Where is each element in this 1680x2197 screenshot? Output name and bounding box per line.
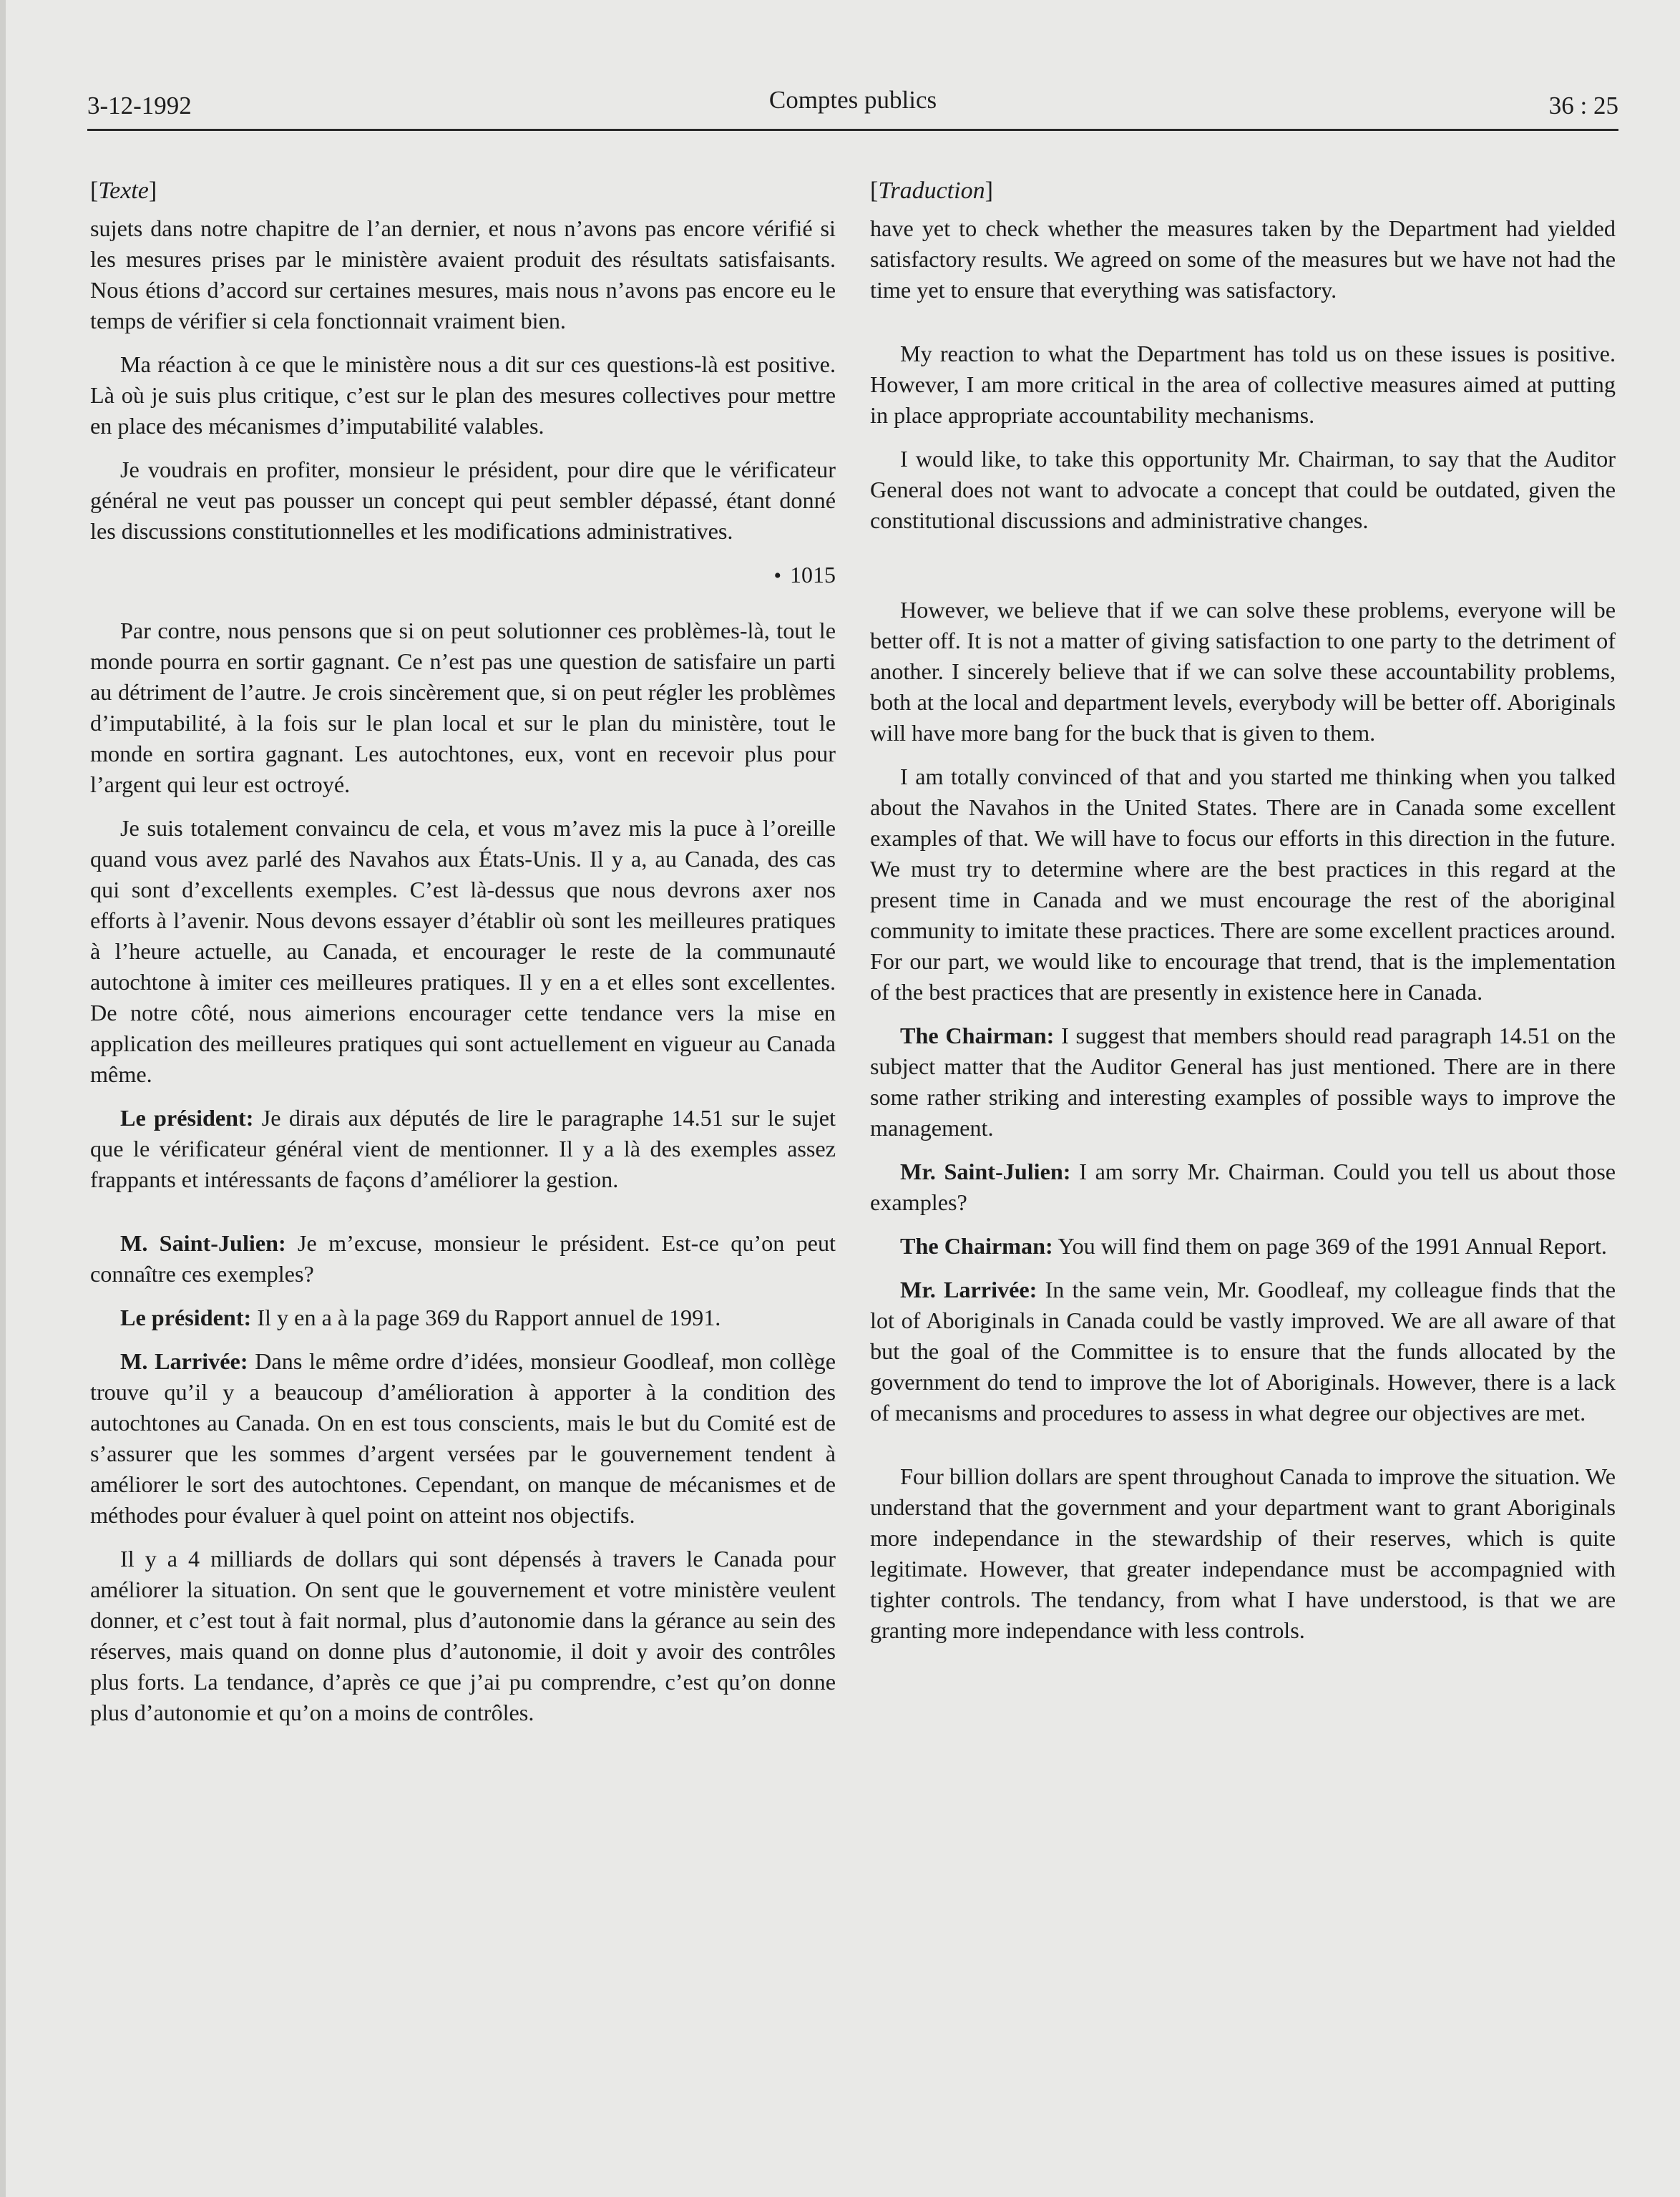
speaker-paragraph: The Chairman: I suggest that members should read paragraph 14.51 on the subject matter that the Auditor General has just mentioned. There are in there some rather striking and interesting examples of possible ways to improve the management.	[870, 1023, 1616, 1141]
speaker-name: Mr. Larrivée:	[900, 1277, 1037, 1302]
translation-tag: [Traduction]	[870, 177, 993, 204]
bullet-icon: •	[773, 564, 781, 588]
paragraph: Ma réaction à ce que le ministère nous a dit sur ces questions-là est positive. Là où je suis plus critique, c’est sur le plan des mesures collectives pour mettre en place des mécanismes d’imputabilité valables.	[90, 351, 836, 439]
speaker-paragraph: M. Larrivée: Dans le même ordre d’idées, monsieur Goodleaf, mon collège trouve qu’il y a beaucoup d’amélioration à apporter à la condition des autochtones au Canada. On en est tous conscients, mais le but du Comité est de s’assurer que les sommes d’argent versées par le gouvernement tendent à améliorer le sort des autochtones. Cependant, on manque de mécanismes et de méthodes pour évaluer à quel point on atteint nos objectifs.	[90, 1348, 836, 1528]
speaker-paragraph: Mr. Saint-Julien: I am sorry Mr. Chairman. Could you tell us about those examples?	[870, 1159, 1616, 1215]
paragraph: Par contre, nous pensons que si on peut solutionner ces problèmes-là, tout le monde pourra en sortir gagnant. Ce n’est pas une question de satisfaire un parti au détriment de l’autre. Je crois sincèrement que, si on peut régler les problèmes d’imputabilité, à la fois sur le plan local et sur le plan du ministère, tout le monde en sortira gagnant. Les autochtones, eux, vont en recevoir plus pour l’argent qui leur est octroyé.	[90, 618, 836, 797]
speaker-name: Le président:	[120, 1105, 254, 1131]
paragraph: Je suis totalement convaincu de cela, et vous m’avez mis la puce à l’oreille quand vous avez parlé des Navahos aux États-Unis. Il y a, au Canada, des cas qui sont d’excellents exemples. C’est là-dessus que nous devrons axer nos efforts à l’avenir. Nous devons essayer d’établir où sont les meilleures pratiques à l’heure actuelle, au Canada, et encourager le reste de la communauté autochtone à imiter ces meilleures pratiques. Il y en a et elles sont excellentes. De notre côté, nous aimerions encourager cette tendance vers la mise en application des meilleures pratiques qui sont actuellement en vigueur au Canada même.	[90, 815, 836, 1087]
speaker-paragraph: M. Saint-Julien: Je m’excuse, monsieur le président. Est-ce qu’on peut connaître ces exemples?	[90, 1230, 836, 1287]
speaker-paragraph: Le président: Je dirais aux députés de lire le paragraphe 14.51 sur le sujet que le vérificateur général vient de mentionner. Il y a là des exemples assez frappants et intéressants de façons d’améliorer la gestion.	[90, 1105, 836, 1192]
english-column	[870, 175, 1616, 1659]
paragraph: Je voudrais en profiter, monsieur le président, pour dire que le vérificateur général ne veut pas pousser un concept qui peut sembler dépassé, étant donné les discussions constitutionnelles et les modifications administratives.	[90, 457, 836, 544]
scan-edge	[0, 0, 6, 2197]
speaker-paragraph: Mr. Larrivée: In the same vein, Mr. Goodleaf, my colleague finds that the lot of Aboriginals in Canada could be vastly improved. We are all aware of that but the goal of the Committee is to ensure that the funds allocated by the government do tend to improve the lot of Aboriginals. However, there is a lack of mecanisms and procedures to assess in what degree our objectives are met.	[870, 1277, 1616, 1426]
speaker-name: M. Larrivée:	[120, 1348, 248, 1374]
french-column	[90, 175, 836, 1741]
header-date: 3-12-1992	[87, 92, 192, 120]
paragraph: sujets dans notre chapitre de l’an dernier, et nous n’avons pas encore vérifié si les mesures prises par le ministère avaient produit des résultats satisfaisants. Nous étions d’accord sur certaines mesures, mais nous n’avons pas encore eu le temps de vérifier si cela fonctionnait vraiment bien.	[90, 215, 836, 333]
speaker-name: The Chairman:	[900, 1233, 1053, 1259]
text-tag: [Texte]	[90, 177, 157, 204]
time-marker	[90, 560, 836, 591]
speaker-name: The Chairman:	[900, 1023, 1055, 1048]
paragraph: have yet to check whether the measures taken by the Department had yielded satisfactory results. We agreed on some of the measures but we have not had the time yet to ensure that everything was satisfactory.	[870, 215, 1616, 303]
speaker-name: Le président:	[120, 1305, 252, 1330]
speaker-paragraph: The Chairman: You will find them on page 369 of the 1991 Annual Report.	[900, 1233, 1607, 1259]
speaker-name: Mr. Saint-Julien:	[900, 1159, 1071, 1184]
paragraph: Four billion dollars are spent throughout Canada to improve the situation. We understand that the government and your department want to grant Aboriginals more independance in the stewardship of their reserves, which is quite legitimate. However, that greater independance must be accompagnied with tighter controls. The tendancy, from what I have understood, is that we are granting more independance with less controls.	[870, 1463, 1616, 1643]
speaker-paragraph: Le président: Il y en a à la page 369 du Rapport annuel de 1991.	[120, 1305, 721, 1330]
speaker-name: M. Saint-Julien:	[120, 1230, 286, 1256]
paragraph: However, we believe that if we can solve these problems, everyone will be better off. It is not a matter of giving satisfaction to one party to the detriment of another. I sincerely believe that if we can solve these accountability problems, both at the local and department levels, everybody will be better off. Aboriginals will have more bang for the buck that is given to them.	[870, 597, 1616, 746]
paragraph: I would like, to take this opportunity Mr. Chairman, to say that the Auditor General does not want to advocate a concept that could be outdated, given the constitutional discussions and administrative changes.	[870, 446, 1616, 533]
time-marker-label: 1015	[790, 562, 836, 588]
header-page-number: 36 : 25	[1548, 92, 1618, 120]
header-title: Comptes publics	[768, 86, 937, 114]
paragraph: Il y a 4 milliards de dollars qui sont dépensés à travers le Canada pour améliorer la situation. On sent que le gouvernement et votre ministère veulent donner, et c’est tout à fait normal, plus d’autonomie dans la gérance au sein des réserves, mais quand on donne plus d’autonomie, il doit y avoir des contrôles plus forts. La tendance, d’après ce que j’ai pu comprendre, c’est qu’on donne plus d’autonomie et qu’on a moins de contrôles.	[90, 1546, 836, 1725]
page-header	[87, 86, 1618, 131]
paragraph: My reaction to what the Department has told us on these issues is positive. However, I am more critical in the area of collective measures aimed at putting in place appropriate accountability mechanisms.	[870, 341, 1616, 428]
paragraph: I am totally convinced of that and you started me thinking when you talked about the Navahos in the United States. There are in Canada some excellent examples of that. We will have to focus our efforts in this direction in the future. We must try to determine where are the best practices in this regard at the present time in Canada and we must encourage the rest of the aboriginal community to imitate these practices. There are some excellent practices around. For our part, we would like to encourage that trend, that is the implementation of the best practices that are presently in existence here in Canada.	[870, 764, 1616, 1005]
